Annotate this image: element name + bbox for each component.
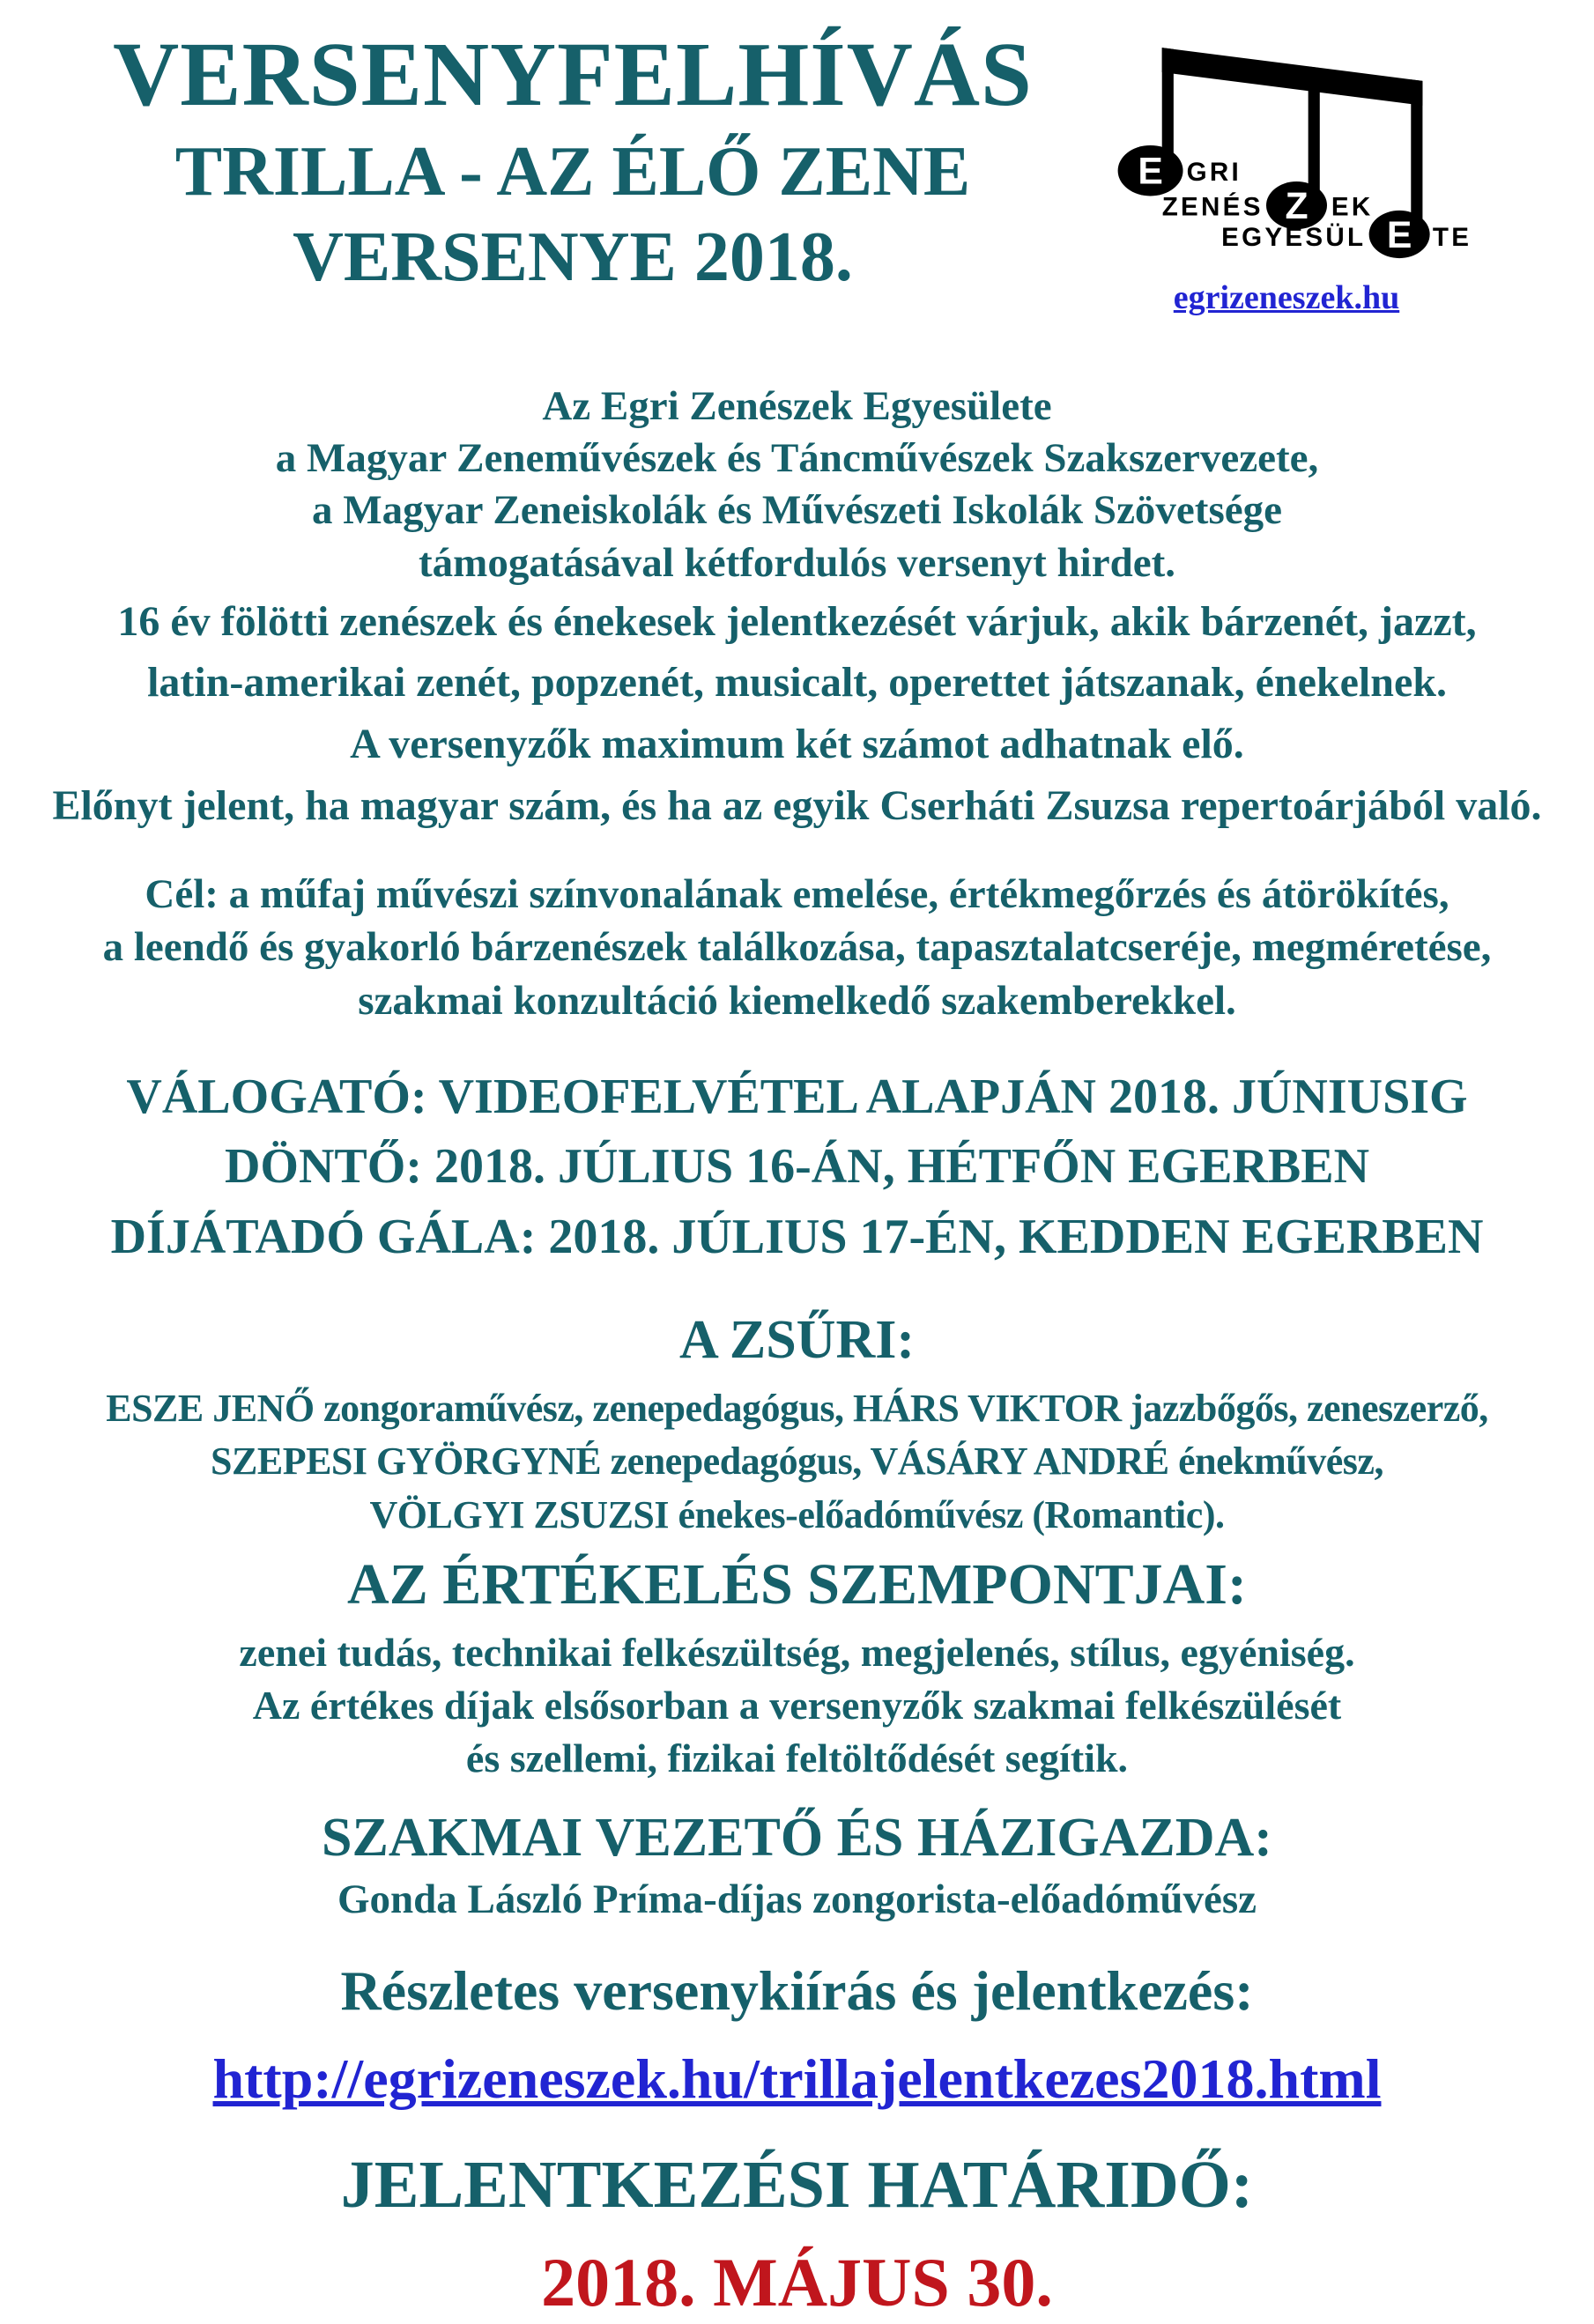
poster-title-line-1: VERSENYFELHÍVÁS	[113, 24, 1033, 125]
deadline-section	[0, 2145, 1594, 2324]
organizers-line: Az Egri Zenészek Egyesülete	[542, 383, 1052, 429]
logo-letter-e2: E	[1386, 213, 1412, 256]
jury-heading: A ZSŰRI:	[678, 1310, 915, 1371]
eligibility-line: Előnyt jelent, ha magyar szám, és ha az egyik Cserháti Zsuzsa repertoárjából való.	[52, 781, 1542, 829]
logo-text-zenes: ZENÉS	[1161, 192, 1264, 222]
criteria-line: Az értékes díjak elsősorban a versenyzők szakmai felkészülését	[252, 1682, 1342, 1728]
jury-line: VÖLGYI ZSUZSI énekes-előadóművész (Romantic).	[369, 1493, 1225, 1537]
host-line: Gonda László Príma-díjas zongorista-előadóművész	[337, 1876, 1257, 1922]
schedule-section	[0, 1062, 1594, 1273]
jury-line: ESZE JENŐ zongoraművész, zenepedagógus, HÁRS VIKTOR jazzbőgős, zeneszerző,	[106, 1386, 1488, 1430]
goal-line: szakmai konzultáció kiemelkedő szakemberekkel.	[358, 977, 1236, 1024]
schedule-line-donto: DÖNTŐ: 2018. JÚLIUS 16-ÁN, HÉTFŐN EGERBEN	[224, 1139, 1370, 1195]
logo-letter-z: Z	[1285, 184, 1309, 227]
criteria-line: és szellemi, fizikai feltöltődését segítik.	[465, 1735, 1129, 1780]
logo-text-gri: GRI	[1186, 158, 1242, 188]
beamed-music-notes-icon	[1084, 37, 1489, 270]
application-heading: Részletes versenykiírás és jelentkezés:	[340, 1958, 1254, 2022]
application-url-link[interactable]: http://egrizeneszek.hu/trillajelentkezes2018.html	[212, 2047, 1382, 2111]
goal-section	[0, 868, 1594, 1026]
jury-section	[0, 1307, 1594, 1543]
criteria-heading: AZ ÉRTÉKELÉS SZEMPONTJAI:	[347, 1551, 1247, 1617]
eligibility-line: 16 év fölötti zenészek és énekesek jelentkezését várjuk, akik bárzenét, jazzt,	[117, 597, 1477, 645]
header	[0, 21, 1594, 366]
goal-line: a leendő és gyakorló bárzenészek találkozása, tapasztalatcseréje, megméretése,	[102, 924, 1492, 971]
logo-letter-e1: E	[1138, 150, 1163, 193]
host-section	[0, 1805, 1594, 1928]
logo-text-ek: EK	[1331, 192, 1374, 222]
criteria-line: zenei tudás, technikai felkészültség, megjelenés, stílus, egyéniség.	[239, 1630, 1355, 1675]
poster-title-line-2: TRILLA - AZ ÉLŐ ZENE	[174, 132, 971, 211]
goal-line: Cél: a műfaj művészi színvonalának emelése, értékmegőrzés és átörökítés,	[145, 871, 1449, 918]
criteria-section	[0, 1550, 1594, 1785]
deadline-date: 2018. MÁJUS 30.	[541, 2244, 1053, 2321]
organizers-section	[0, 381, 1594, 589]
eligibility-line: A versenyzők maximum két számot adhatnak elő.	[350, 721, 1244, 768]
host-heading: SZAKMAI VEZETŐ ÉS HÁZIGAZDA:	[322, 1808, 1272, 1869]
deadline-heading: JELENTKEZÉSI HATÁRIDŐ:	[340, 2148, 1254, 2223]
schedule-line-gala: DÍJÁTADÓ GÁLA: 2018. JÚLIUS 17-ÉN, KEDDEN EGERBEN	[110, 1209, 1484, 1264]
schedule-line-valogato: VÁLOGATÓ: VIDEOFELVÉTEL ALAPJÁN 2018. JÚNIUSIG	[126, 1069, 1468, 1124]
poster-title	[70, 21, 1075, 301]
eligibility-line: latin-amerikai zenét, popzenét, musicalt, operettet játszanak, énekelnek.	[147, 659, 1447, 707]
poster-title-line-3: VERSENYE 2018.	[293, 218, 853, 297]
organizers-line: a Magyar Zeneművészek és Táncművészek Szakszervezete,	[275, 435, 1319, 482]
organizers-line: a Magyar Zeneiskolák és Művészeti Iskolák Szövetsége	[312, 487, 1282, 534]
org-logo-block	[1079, 37, 1494, 317]
jury-line: SZEPESI GYÖRGYNÉ zenepedagógus, VÁSÁRY ANDRÉ énekművész,	[211, 1440, 1383, 1484]
logo-text-te: TE	[1432, 223, 1472, 253]
logo-text-egyesul: EGYESÜL	[1221, 223, 1367, 253]
eligibility-section	[0, 591, 1594, 836]
organizers-line: támogatásával kétfordulós versenyt hirdet.	[419, 539, 1175, 586]
org-website-link[interactable]: egrizeneszek.hu	[1173, 279, 1400, 316]
application-section	[0, 1958, 1594, 2114]
